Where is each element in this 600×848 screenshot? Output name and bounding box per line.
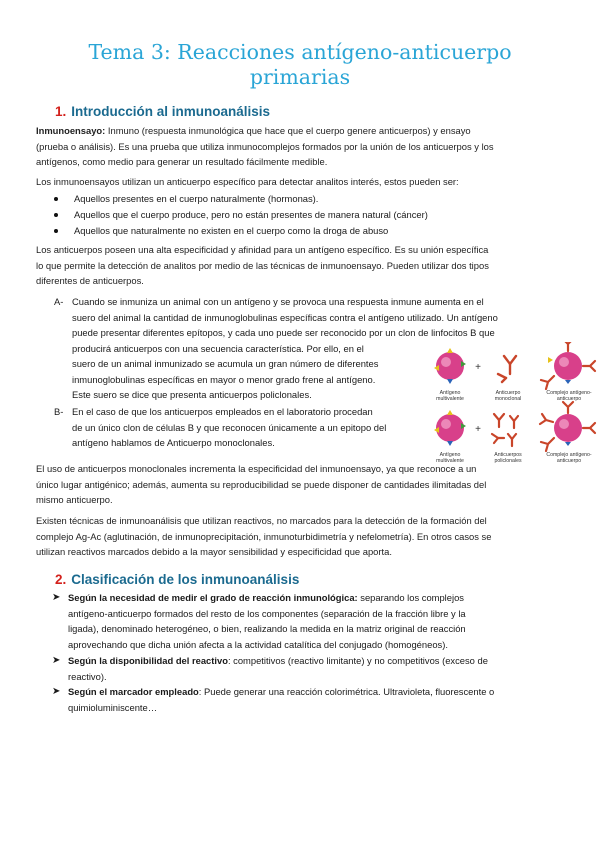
definition-paragraph [36, 123, 566, 170]
item-a-mark: A- [54, 296, 64, 307]
monoclonal-paragraph: El uso de anticuerpos monoclonales incrementa la especificidad del inmunoensayo, ya que reconoce a un único lugar antigénico; además, aumenta su reproducibilidad se puede disponer de cantidades ilimitadas del mismo anticuerpo. [36, 463, 487, 505]
definition-line-1: Inmuno (respuesta inmunológica que hace que el cuerpo genere anticuerpos) y ensayo [105, 125, 471, 136]
antigen-antibody-figure [428, 342, 598, 470]
caption-antibody-1: Anticuerpo monoclonal [494, 390, 522, 402]
multivalent-antigen-icon [434, 348, 466, 384]
section-2-heading [55, 572, 299, 587]
definition-line-3: antígenos, como medio para generar un resultado fácilmente medible. [36, 156, 328, 167]
page-title [40, 40, 560, 90]
bullet-dot-icon [54, 213, 58, 217]
multivalent-antigen-icon [434, 410, 466, 446]
antigen-antibody-complex-icon [540, 402, 595, 451]
definition-term: Inmunoensayo: [36, 125, 106, 136]
analytes-intro: Los inmunoensayos utilizan un anticuerpo específico para detectar analitos interés, estos pueden ser: [36, 176, 459, 187]
caption-antigen-2: Antígeno multivalente [436, 452, 464, 464]
antibody-paragraph: Los anticuerpos poseen una alta especificidad y afinidad para un antígeno específico. Es su unión específica lo que permite la detección de analitos por medio de las técnicas de inmunoensayo. Pueden utilizar dos tipos diferentes de anticuerpos. [36, 244, 489, 286]
plus-sign: + [475, 362, 481, 373]
techniques-paragraph: Existen técnicas de inmunoanálisis que utilizan reactivos, no marcados para la detección de la formación del complejo Ag-Ac (aglutinación, de inmunoprecipitación, inmunoturbidimetría y nefelometría). En otros casos se utilizan reactivos marcados debido a la mayor sensibilidad y especificidad que aporta. [36, 515, 492, 557]
bullet-dot-icon [54, 197, 58, 201]
definition-line-2: (prueba o análisis). Es una prueba que utiliza inmunocomplejos formados por la unión de los anticuerpos y los [36, 140, 494, 152]
caption-complex-2: Complejo antígeno-anticuerpo [546, 452, 592, 464]
document-page: Tema 3: Reacciones antígeno-anticuerpo primarias 1. Introducción al inmunoanálisis Inmunoensayo: Inmuno (respuesta inmunológica que hace que el cuerpo genere anticuerpos) y ensayo (prueba o análisis). Es una prueba que utiliza inmunocomplejos formados por la unión de los anticuerpos y los antígenos, como medio para generar un resultado fácilmente medible. Los inmunoensayos utilizan un anticuerpo específico para detectar analitos interés, estos pueden ser: Aquellos presentes en el cuerpo naturalmente (hormonas). Aquellos que el cuerpo produce, pero no están presentes de manera natural (cáncer) Aquellos que naturalmente no existen en el cuerpo como la droga de abuso Los anticuerpos poseen una alta especificidad y afinidad para un antígeno específico. Es su unión específica lo que permite la detección de analitos por medio de las técnicas de inmunoensayo. Pueden utilizar dos tipos diferentes de anticuerpos. A- Cuando se inmuniza un animal con un antígeno y se provoca una respuesta inmune aumenta en el suero del animal la cantidad de inmunoglobulinas específicas contra el antígeno utilizado. Un antígeno puede presentar diferentes epítopos, y cada uno puede ser reconocido por un clon de linfocitos B que producirá anticuerpos con una secuencia característica. Por ello, en el suero de un animal inmunizado se acumula un gran número de diferentes inmunoglobulinas específicas en mayor o menor grado frene al antígeno. Este suero se dice que presenta anticuerpos policlonales. B- En el caso de que los anticuerpos empleados en el laboratorio procedan de un único clon de células B y que reconocen únicamente a un epitopo del antígeno hablamos de Anticuerpo monoclonales. + + Antígeno multivalente Anticuerpo monoclonal Complejo antígeno-anticuerpo Antígeno multivalente Anticuerpos policlonales Complejo antígeno-anticuerpo El uso de anticuerpos monoclonales incrementa la especificidad del inmunoensayo, ya que reconoce a un único lugar antigénico; además, aumenta su reproducibilidad se puede disponer de cantidades ilimitadas del mismo anticuerpo. Existen técnicas de inmunoanálisis que utilizan reactivos, no marcados para la detección de la formación del complejo Ag-Ac (aglutinación, de inmunoprecipitación, inmunoturbidimetría y nefelometría). En otros casos se utilizan reactivos marcados debido a la mayor sensibilidad y especificidad que aporta. 2. Clasificación de los inmunoanálisis ➤ Según la necesidad de medir el grado de reacción inmunológica: separando los complejos antígeno-anticuerpo formados del resto de los componentes (separación de la fracción libre y la ligada), denominado heterogéneo, o bien, realizando la medida en la matriz original de reacción aprovechando que dicha unión afecta a la actividad catalítica del conjugado (homogéneos). ➤ Según la disponibilidad del reactivo: competitivos (reactivo limitante) y no competitivos (exceso de reactivo). ➤ Según el marcador empleado: Puede generar una reacción colorimétrica. Ultravioleta, fluorescente o quimioluminiscente… [0, 0, 600, 848]
bullet-item: Aquellos que naturalmente no existen en el cuerpo como la droga de abuso [54, 223, 388, 239]
arrow-bullet-icon: ➤ [52, 686, 61, 697]
bullet-item: Aquellos presentes en el cuerpo naturalmente (hormonas). [54, 191, 318, 207]
arrow-bullet-icon: ➤ [52, 592, 61, 603]
bullet-dot-icon [54, 229, 58, 233]
arrow-bullet-icon: ➤ [52, 655, 61, 666]
antigen-antibody-complex-icon [541, 342, 595, 389]
antigen-antibody-diagram [428, 342, 598, 470]
section-1-heading [55, 104, 270, 119]
section-1-number: 1. [55, 104, 67, 119]
section-1-title: Introducción al inmunoanálisis [71, 104, 271, 119]
caption-antigen-1: Antígeno multivalente [436, 390, 464, 402]
monoclonal-antibody-icon [498, 356, 516, 382]
plus-sign: + [475, 424, 481, 435]
caption-antibody-2: Anticuerpos policlonales [494, 452, 522, 464]
polyclonal-antibodies-icon [492, 414, 518, 446]
caption-complex-1: Complejo antígeno-anticuerpo [546, 390, 592, 402]
section-2-number: 2. [55, 572, 67, 587]
section-2-title: Clasificación de los inmunoanálisis [71, 572, 300, 587]
item-b-mark: B- [54, 406, 64, 417]
title-line-2: primarias [249, 65, 351, 89]
title-line-1: Tema 3: Reacciones antígeno-anticuerpo [88, 40, 512, 64]
bullet-item: Aquellos que el cuerpo produce, pero no están presentes de manera natural (cáncer) [54, 207, 428, 223]
